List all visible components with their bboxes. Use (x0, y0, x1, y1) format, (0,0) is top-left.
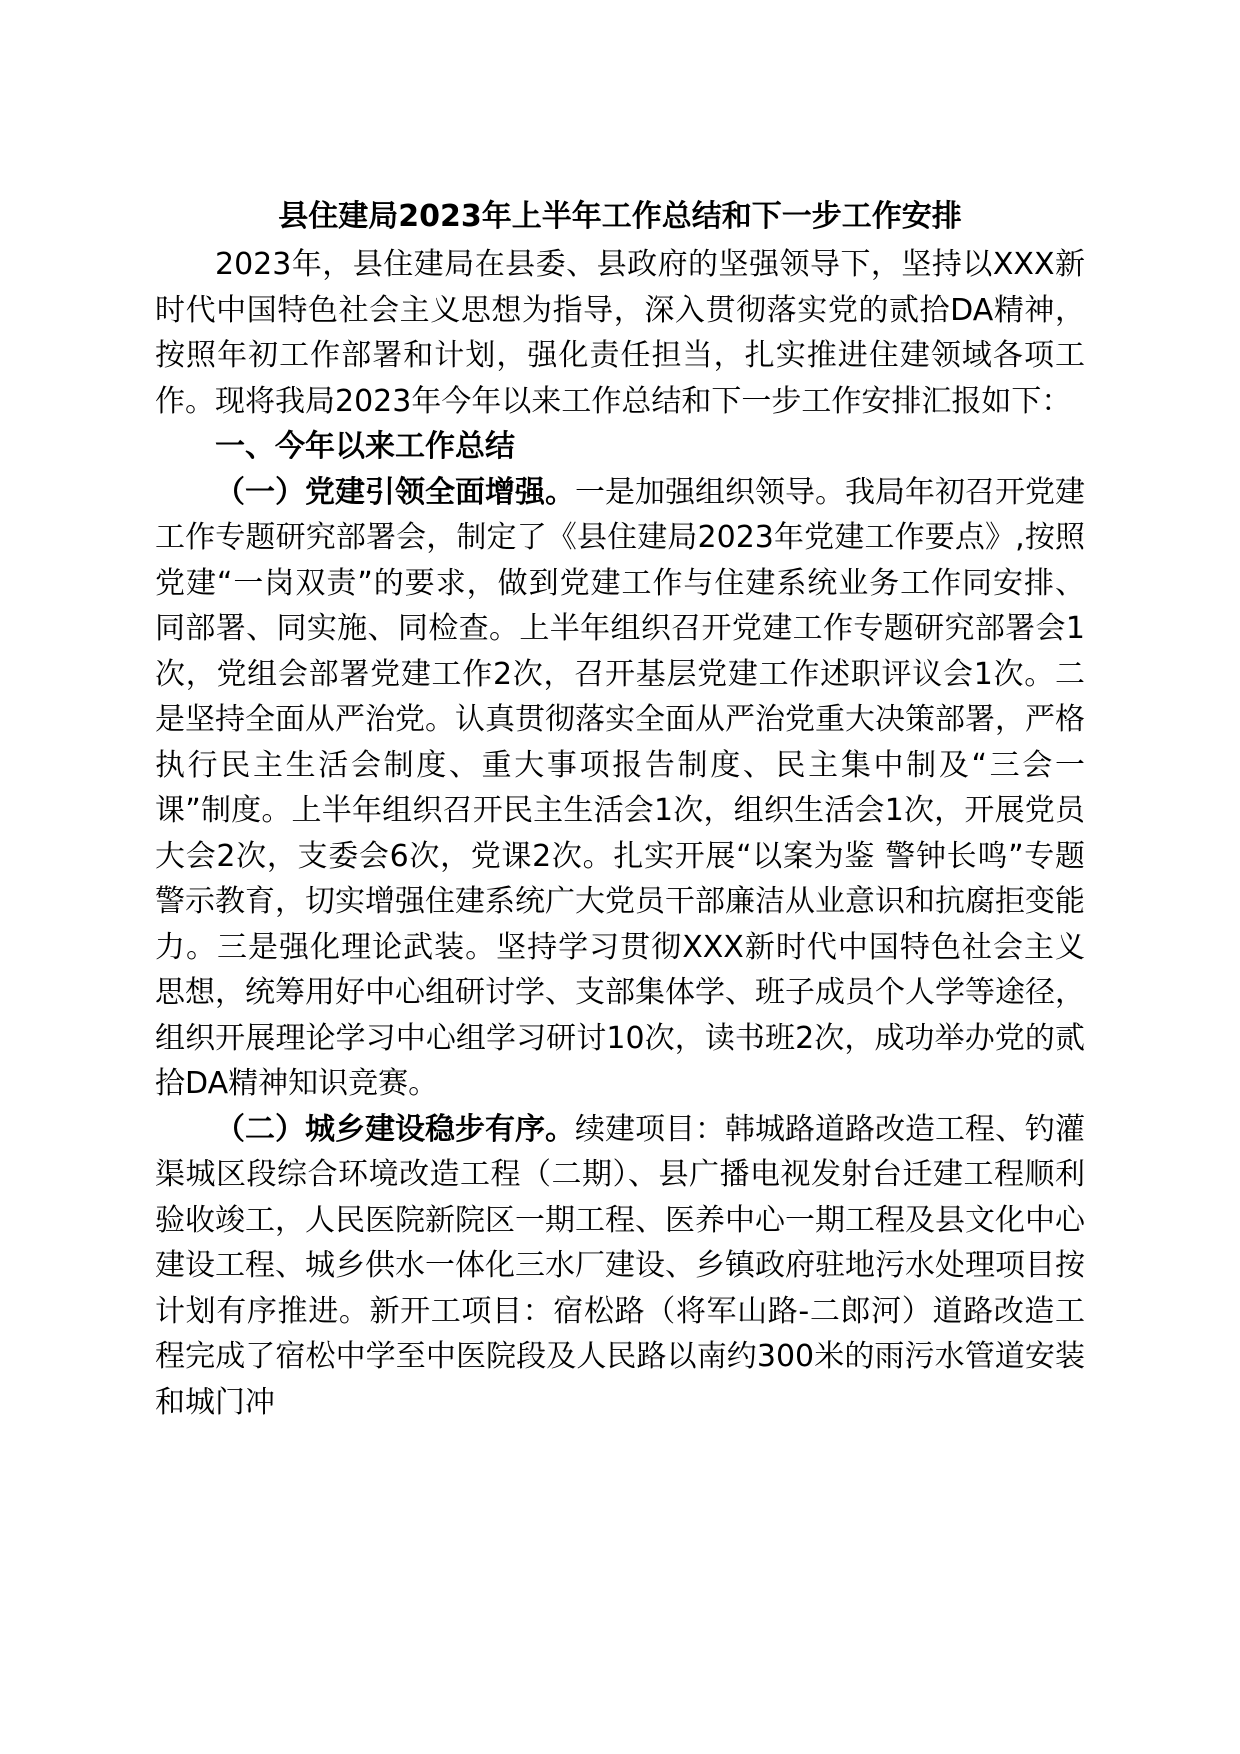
subsection-heading: （一）党建引领全面增强。 (215, 474, 575, 510)
subsection-paragraph-urban-construction (155, 1107, 1085, 1426)
section-heading: 一、今年以来工作总结 (215, 429, 515, 464)
subsection-heading: （二）城乡建设稳步有序。 (215, 1111, 575, 1147)
subsection-paragraph-party-building (155, 470, 1085, 1107)
document-title: 县住建局2023年上半年工作总结和下一步工作安排 (278, 199, 962, 234)
subsection-body: 一是加强组织领导。我局年初召开党建工作专题研究部署会，制定了《县住建局2023年党建工作要点》,按照党建“一岗双责”的要求，做到党建工作与住建系统业务工作同安排、同部署、同实施、同检查。上半年组织召开党建工作专题研究部署会1次，党组会部署党建工作2次，召开基层党建工作述职评议会1次。二是坚持全面从严治党。认真贯彻落实全面从严治党重大决策部署，严格执行民主生活会制度、重大事项报告制度、民主集中制及“三会一课”制度。上半年组织召开民主生活会1次，组织生活会1次，开展党员大会2次，支委会6次，党课2次。扎实开展“以案为鉴 警钟长鸣”专题警示教育，切实增强住建系统广大党员干部廉洁从业意识和抗腐拒变能力。三是强化理论武装。坚持学习贯彻XXX新时代中国特色社会主义思想，统筹用好中心组研讨学、支部集体学、班子成员个人学等途径，组织开展理论学习中心组学习研讨10次，读书班2次，成功举办党的贰拾DA精神知识竞赛。 (155, 474, 1085, 1101)
intro-paragraph: 2023年，县住建局在县委、县政府的坚强领导下，坚持以XXX新时代中国特色社会主义思想为指导，深入贯彻落实党的贰拾DA精神，按照年初工作部署和计划，强化责任担当，扎实推进住建领域各项工作。现将我局2023年今年以来工作总结和下一步工作安排汇报如下： (155, 247, 1085, 419)
subsection-body: 续建项目：韩城路道路改造工程、钓灌渠城区段综合环境改造工程（二期）、县广播电视发射台迁建工程顺利验收竣工，人民医院新院区一期工程、医养中心一期工程及县文化中心建设工程、城乡供水一体化三水厂建设、乡镇政府驻地污水处理项目按计划有序推进。新开工项目：宿松路（将军山路-二郎河）道路改造工程完成了宿松中学至中医院段及人民路以南约300米的雨污水管道安装和城门冲 (155, 1111, 1085, 1420)
document-body (155, 196, 1085, 1425)
